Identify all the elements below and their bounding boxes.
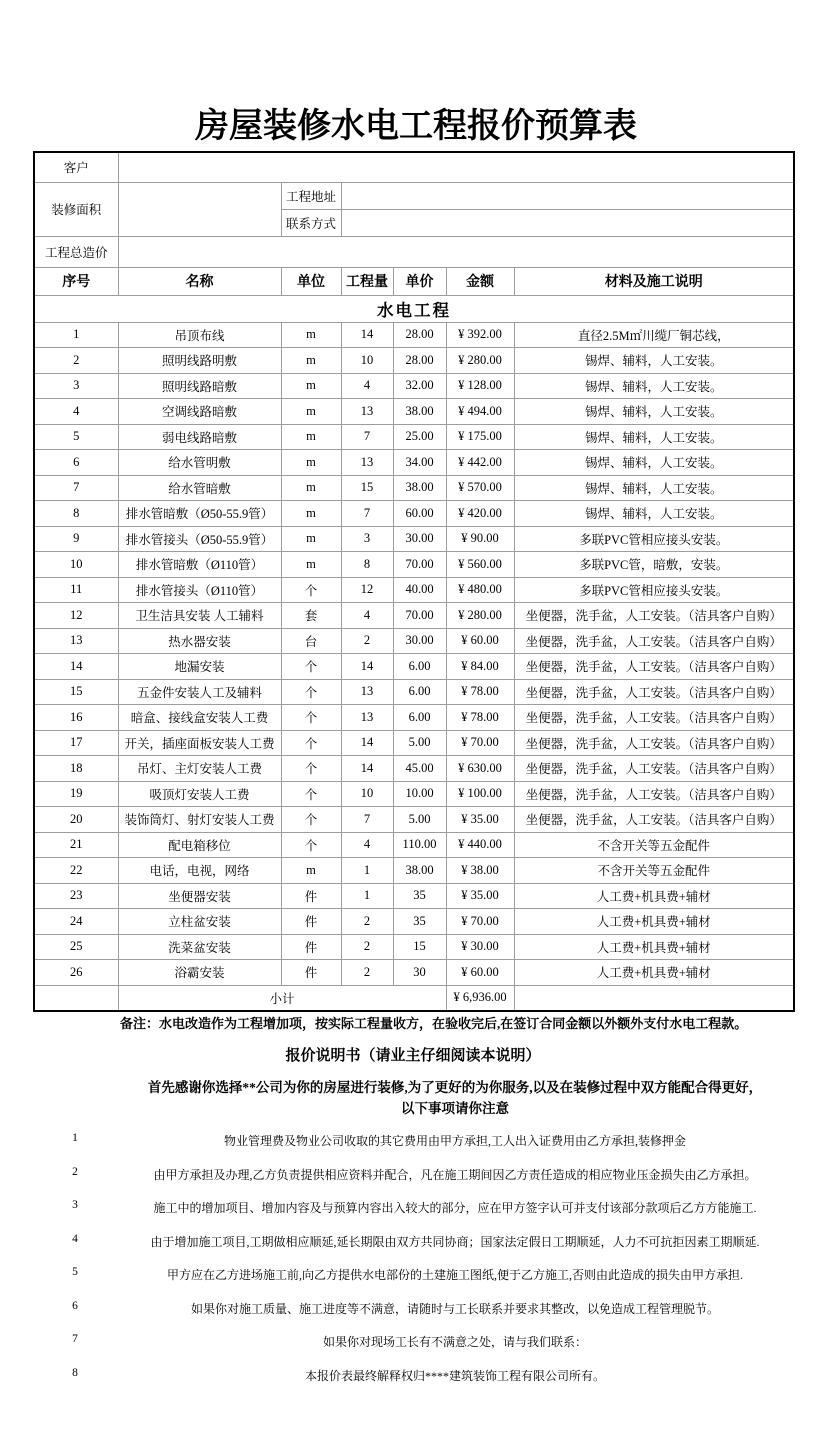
notice-item bbox=[33, 1164, 793, 1198]
cell-no: 10 bbox=[34, 552, 118, 578]
cell-unit: 件 bbox=[281, 934, 341, 960]
table-row bbox=[34, 960, 794, 986]
subtotal-label: 小计 bbox=[118, 985, 446, 1011]
cell-qty: 13 bbox=[341, 679, 393, 705]
cell-price: 6.00 bbox=[393, 654, 446, 680]
cell-qty: 14 bbox=[341, 322, 393, 348]
cell-desc: 多联PVC管相应接头安装。 bbox=[514, 577, 794, 603]
notice-item-text: 如果你对施工质量、施工进度等不满意，请随时与工长联系并要求其整改，以免造成工程管理脱节。 bbox=[190, 1301, 719, 1316]
cell-unit: 个 bbox=[281, 832, 341, 858]
cell-qty: 4 bbox=[341, 603, 393, 629]
cell-name: 给水管暗敷 bbox=[118, 475, 281, 501]
cell-price: 70.00 bbox=[393, 552, 446, 578]
cell-name: 立柱盆安装 bbox=[118, 909, 281, 935]
notice-item-number: 6 bbox=[72, 1299, 78, 1312]
cell-no: 18 bbox=[34, 756, 118, 782]
cell-name: 电话，电视，网络 bbox=[118, 858, 281, 884]
table-row bbox=[34, 373, 794, 399]
notice-item-number: 4 bbox=[72, 1232, 78, 1245]
col-header-unit: 单位 bbox=[281, 267, 341, 295]
cell-no: 15 bbox=[34, 679, 118, 705]
cell-name: 给水管明敷 bbox=[118, 450, 281, 476]
cell-amount: ¥ 70.00 bbox=[446, 909, 514, 935]
cell-unit: 件 bbox=[281, 883, 341, 909]
cell-name: 地漏安装 bbox=[118, 654, 281, 680]
notice-item-number: 7 bbox=[72, 1333, 78, 1345]
cell-qty: 10 bbox=[341, 348, 393, 374]
cell-price: 40.00 bbox=[393, 577, 446, 603]
table-foot-section bbox=[34, 985, 794, 1011]
cell-price: 25.00 bbox=[393, 424, 446, 450]
cell-desc: 锡焊、辅料，人工安装。 bbox=[514, 475, 794, 501]
cell-unit: 个 bbox=[281, 705, 341, 731]
cell-no: 3 bbox=[34, 373, 118, 399]
cell-qty: 7 bbox=[341, 807, 393, 833]
cell-name: 五金件安装人工及辅料 bbox=[118, 679, 281, 705]
cell-desc: 锡焊、辅料，人工安装。 bbox=[514, 348, 794, 374]
table-row bbox=[34, 322, 794, 348]
cell-no: 19 bbox=[34, 781, 118, 807]
cell-price: 60.00 bbox=[393, 501, 446, 527]
cell-amount: ¥ 570.00 bbox=[446, 475, 514, 501]
cell-no: 9 bbox=[34, 526, 118, 552]
cell-amount: ¥ 494.00 bbox=[446, 399, 514, 425]
table-row bbox=[34, 552, 794, 578]
cell-name: 照明线路明敷 bbox=[118, 348, 281, 374]
cell-amount: ¥ 392.00 bbox=[446, 322, 514, 348]
cell-qty: 14 bbox=[341, 654, 393, 680]
cell-amount: ¥ 35.00 bbox=[446, 807, 514, 833]
cell-price: 6.00 bbox=[393, 679, 446, 705]
cell-unit: 个 bbox=[281, 730, 341, 756]
cell-name: 浴霸安装 bbox=[118, 960, 281, 986]
section-header-row bbox=[34, 295, 794, 322]
cell-desc: 坐便器，洗手盆，人工安装。（洁具客户自购） bbox=[514, 628, 794, 654]
address-value-cell bbox=[341, 182, 794, 209]
col-header-qty: 工程量 bbox=[341, 267, 393, 295]
cell-qty: 3 bbox=[341, 526, 393, 552]
cell-price: 5.00 bbox=[393, 730, 446, 756]
cell-no: 26 bbox=[34, 960, 118, 986]
cell-name: 吊顶布线 bbox=[118, 322, 281, 348]
cell-no: 21 bbox=[34, 832, 118, 858]
notice-item-number: 1 bbox=[72, 1132, 78, 1144]
cell-price: 34.00 bbox=[393, 450, 446, 476]
cell-price: 35 bbox=[393, 909, 446, 935]
notice-item-text: 本报价表最终解释权归****建筑装饰工程有限公司所有。 bbox=[304, 1368, 605, 1383]
cell-price: 32.00 bbox=[393, 373, 446, 399]
cell-name: 弱电线路暗敷 bbox=[118, 424, 281, 450]
cell-unit: 台 bbox=[281, 628, 341, 654]
cell-name: 卫生洁具安装 人工辅料 bbox=[118, 603, 281, 629]
cell-amount: ¥ 480.00 bbox=[446, 577, 514, 603]
cell-desc: 坐便器，洗手盆，人工安装。（洁具客户自购） bbox=[514, 705, 794, 731]
table-row bbox=[34, 781, 794, 807]
cell-price: 10.00 bbox=[393, 781, 446, 807]
cell-qty: 2 bbox=[341, 934, 393, 960]
cell-price: 28.00 bbox=[393, 322, 446, 348]
table-row bbox=[34, 475, 794, 501]
table-row bbox=[34, 450, 794, 476]
cell-no: 5 bbox=[34, 424, 118, 450]
cell-desc: 锡焊、辅料，人工安装。 bbox=[514, 501, 794, 527]
cell-amount: ¥ 90.00 bbox=[446, 526, 514, 552]
cell-amount: ¥ 60.00 bbox=[446, 628, 514, 654]
cell-amount: ¥ 560.00 bbox=[446, 552, 514, 578]
notice-item-text: 甲方应在乙方进场施工前,向乙方提供水电部份的土建施工图纸,便于乙方施工,否则由此造成的损失由甲方承担. bbox=[166, 1268, 743, 1282]
page-title: 房屋装修水电工程报价预算表 bbox=[195, 108, 637, 145]
cell-no: 7 bbox=[34, 475, 118, 501]
cell-price: 38.00 bbox=[393, 399, 446, 425]
col-header-price: 单价 bbox=[393, 267, 446, 295]
cell-amount: ¥ 175.00 bbox=[446, 424, 514, 450]
cell-desc: 人工费+机具费+辅材 bbox=[514, 960, 794, 986]
subtotal-empty-desc-cell bbox=[514, 985, 794, 1011]
cell-no: 24 bbox=[34, 909, 118, 935]
cell-desc: 锡焊、辅料，人工安装。 bbox=[514, 450, 794, 476]
cell-no: 8 bbox=[34, 501, 118, 527]
cell-desc: 人工费+机具费+辅材 bbox=[514, 934, 794, 960]
total-cost-row bbox=[34, 236, 794, 267]
cell-no: 12 bbox=[34, 603, 118, 629]
cell-name: 配电箱移位 bbox=[118, 832, 281, 858]
table-row bbox=[34, 424, 794, 450]
cell-unit: 件 bbox=[281, 909, 341, 935]
cell-unit: m bbox=[281, 424, 341, 450]
cell-price: 5.00 bbox=[393, 807, 446, 833]
cell-unit: 个 bbox=[281, 756, 341, 782]
table-row bbox=[34, 832, 794, 858]
notice-item-text: 由甲方承担及办理,乙方负责提供相应资料并配合，凡在施工期间因乙方责任造成的相应物业压金损失由乙方承担。 bbox=[153, 1167, 757, 1182]
cell-unit: 个 bbox=[281, 654, 341, 680]
notice-intro-line-1: 首先感谢你选择**公司为你的房屋进行装修,为了更好的为你服务,以及在装修过程中双方能配合得更好， bbox=[147, 1080, 763, 1095]
cell-price: 28.00 bbox=[393, 348, 446, 374]
cell-unit: 个 bbox=[281, 807, 341, 833]
cell-desc: 坐便器，洗手盆，人工安装。（洁具客户自购） bbox=[514, 756, 794, 782]
table-row bbox=[34, 730, 794, 756]
cell-desc: 不含开关等五金配件 bbox=[514, 832, 794, 858]
cell-unit: m bbox=[281, 322, 341, 348]
cell-amount: ¥ 440.00 bbox=[446, 832, 514, 858]
cell-qty: 1 bbox=[341, 858, 393, 884]
cell-qty: 7 bbox=[341, 424, 393, 450]
cell-qty: 12 bbox=[341, 577, 393, 603]
cell-name: 空调线路暗敷 bbox=[118, 399, 281, 425]
cell-unit: 个 bbox=[281, 679, 341, 705]
quotation-table bbox=[33, 151, 795, 1012]
table-row bbox=[34, 807, 794, 833]
cell-unit: m bbox=[281, 501, 341, 527]
cell-qty: 8 bbox=[341, 552, 393, 578]
cell-no: 1 bbox=[34, 322, 118, 348]
customer-label: 客户 bbox=[34, 152, 118, 182]
remark-note: 备注：水电改造作为工程增加项，按实际工程量收方，在验收完后,在签订合同金额以外额外支付水电工程款。 bbox=[120, 1016, 748, 1031]
table-row bbox=[34, 679, 794, 705]
cell-no: 2 bbox=[34, 348, 118, 374]
cell-amount: ¥ 128.00 bbox=[446, 373, 514, 399]
cell-amount: ¥ 38.00 bbox=[446, 858, 514, 884]
cell-qty: 4 bbox=[341, 373, 393, 399]
notice-item bbox=[33, 1331, 793, 1365]
cell-price: 35 bbox=[393, 883, 446, 909]
notice-item bbox=[33, 1264, 793, 1298]
cell-amount: ¥ 70.00 bbox=[446, 730, 514, 756]
cell-desc: 坐便器，洗手盆，人工安装。（洁具客户自购） bbox=[514, 730, 794, 756]
cell-unit: 套 bbox=[281, 603, 341, 629]
cell-unit: m bbox=[281, 373, 341, 399]
cell-amount: ¥ 100.00 bbox=[446, 781, 514, 807]
table-row bbox=[34, 705, 794, 731]
cell-qty: 2 bbox=[341, 628, 393, 654]
notice-item bbox=[33, 1298, 793, 1332]
cell-unit: m bbox=[281, 475, 341, 501]
cell-qty: 14 bbox=[341, 730, 393, 756]
cell-name: 装饰筒灯、射灯安装人工费 bbox=[118, 807, 281, 833]
cell-amount: ¥ 630.00 bbox=[446, 756, 514, 782]
cell-unit: m bbox=[281, 552, 341, 578]
cell-qty: 10 bbox=[341, 781, 393, 807]
cell-no: 17 bbox=[34, 730, 118, 756]
col-header-desc: 材料及施工说明 bbox=[514, 267, 794, 295]
cell-name: 吊灯、主灯安装人工费 bbox=[118, 756, 281, 782]
cell-name: 坐便器安装 bbox=[118, 883, 281, 909]
table-row bbox=[34, 909, 794, 935]
cell-name: 排水管暗敷（Ø50-55.9管） bbox=[118, 501, 281, 527]
cell-no: 6 bbox=[34, 450, 118, 476]
notice-heading: 报价说明书（请业主仔细阅读本说明） bbox=[285, 1048, 541, 1064]
cell-price: 38.00 bbox=[393, 475, 446, 501]
notice-item bbox=[33, 1197, 793, 1231]
cell-no: 16 bbox=[34, 705, 118, 731]
notice-item-text: 由于增加施工项目,工期做相应顺延,延长期限由双方共同协商；国家法定假日工期顺延，人力不可抗拒因素工期顺延. bbox=[150, 1234, 760, 1249]
cell-no: 25 bbox=[34, 934, 118, 960]
cell-unit: m bbox=[281, 526, 341, 552]
cell-desc: 锡焊、辅料，人工安装。 bbox=[514, 373, 794, 399]
table-row bbox=[34, 883, 794, 909]
cell-desc: 锡焊、辅料，人工安装。 bbox=[514, 424, 794, 450]
cell-desc: 多联PVC管，暗敷，安装。 bbox=[514, 552, 794, 578]
cell-desc: 锡焊、辅料，人工安装。 bbox=[514, 399, 794, 425]
cell-unit: m bbox=[281, 450, 341, 476]
cell-qty: 7 bbox=[341, 501, 393, 527]
cell-price: 45.00 bbox=[393, 756, 446, 782]
cell-price: 30.00 bbox=[393, 628, 446, 654]
notice-item bbox=[33, 1365, 793, 1399]
notice-intro bbox=[117, 1077, 793, 1119]
cell-qty: 15 bbox=[341, 475, 393, 501]
cell-desc: 人工费+机具费+辅材 bbox=[514, 883, 794, 909]
cell-unit: 个 bbox=[281, 577, 341, 603]
cell-amount: ¥ 442.00 bbox=[446, 450, 514, 476]
notice-item-number: 2 bbox=[72, 1165, 78, 1178]
cell-amount: ¥ 280.00 bbox=[446, 348, 514, 374]
section-title: 水电工程 bbox=[34, 295, 794, 322]
cell-desc: 坐便器，洗手盆，人工安装。（洁具客户自购） bbox=[514, 603, 794, 629]
cell-price: 30 bbox=[393, 960, 446, 986]
cell-unit: 个 bbox=[281, 781, 341, 807]
table-row bbox=[34, 501, 794, 527]
col-header-amount: 金额 bbox=[446, 267, 514, 295]
table-row bbox=[34, 628, 794, 654]
cell-name: 排水管暗敷（Ø110管） bbox=[118, 552, 281, 578]
cell-amount: ¥ 420.00 bbox=[446, 501, 514, 527]
notice-item bbox=[33, 1231, 793, 1265]
notice-item bbox=[33, 1130, 793, 1164]
cell-qty: 4 bbox=[341, 832, 393, 858]
subtotal-row bbox=[34, 985, 794, 1011]
area-address-row bbox=[34, 182, 794, 209]
cell-price: 38.00 bbox=[393, 858, 446, 884]
customer-value-cell bbox=[118, 152, 794, 182]
cell-name: 开关，插座面板安装人工费 bbox=[118, 730, 281, 756]
cell-name: 热水器安装 bbox=[118, 628, 281, 654]
cell-price: 15 bbox=[393, 934, 446, 960]
cell-price: 6.00 bbox=[393, 705, 446, 731]
cell-desc: 坐便器，洗手盆，人工安装。（洁具客户自购） bbox=[514, 781, 794, 807]
cell-unit: m bbox=[281, 348, 341, 374]
cell-name: 吸顶灯安装人工费 bbox=[118, 781, 281, 807]
cell-amount: ¥ 30.00 bbox=[446, 934, 514, 960]
cell-qty: 13 bbox=[341, 450, 393, 476]
notice-item-number: 3 bbox=[72, 1199, 78, 1211]
notice-item-text: 如果你对现场工长有不满意之处，请与我们联系： bbox=[322, 1335, 587, 1349]
cell-no: 13 bbox=[34, 628, 118, 654]
cell-no: 4 bbox=[34, 399, 118, 425]
total-cost-value-cell bbox=[118, 236, 794, 267]
cell-price: 70.00 bbox=[393, 603, 446, 629]
cell-price: 30.00 bbox=[393, 526, 446, 552]
cell-price: 110.00 bbox=[393, 832, 446, 858]
contact-value-cell bbox=[341, 209, 794, 236]
cell-qty: 2 bbox=[341, 960, 393, 986]
notice-item-text: 物业管理费及物业公司收取的其它费用由甲方承担,工人出入证费用由乙方承担,装修押金 bbox=[223, 1134, 686, 1148]
notice-item-text: 施工中的增加项目、增加内容及与预算内容出入较大的部分，应在甲方签字认可并支付该部分款项后乙方方能施工. bbox=[153, 1201, 757, 1215]
cell-no: 23 bbox=[34, 883, 118, 909]
table-row bbox=[34, 934, 794, 960]
cell-qty: 13 bbox=[341, 705, 393, 731]
subtotal-amount: ¥ 6,936.00 bbox=[446, 985, 514, 1011]
cell-unit: m bbox=[281, 399, 341, 425]
cell-qty: 14 bbox=[341, 756, 393, 782]
table-head-section bbox=[34, 152, 794, 322]
subtotal-empty-no-cell bbox=[34, 985, 118, 1011]
cell-amount: ¥ 78.00 bbox=[446, 679, 514, 705]
contact-label: 联系方式 bbox=[281, 209, 341, 236]
cell-desc: 人工费+机具费+辅材 bbox=[514, 909, 794, 935]
notice-intro-line-2: 以下事项请你注意 bbox=[401, 1101, 509, 1116]
cell-desc: 直径2.5M㎡川缆厂铜芯线， bbox=[514, 322, 794, 348]
cell-desc: 多联PVC管相应接头安装。 bbox=[514, 526, 794, 552]
cell-amount: ¥ 78.00 bbox=[446, 705, 514, 731]
table-row bbox=[34, 654, 794, 680]
cell-desc: 不含开关等五金配件 bbox=[514, 858, 794, 884]
table-row bbox=[34, 603, 794, 629]
table-row bbox=[34, 526, 794, 552]
cell-amount: ¥ 84.00 bbox=[446, 654, 514, 680]
cell-desc: 坐便器，洗手盆，人工安装。（洁具客户自购） bbox=[514, 807, 794, 833]
cell-desc: 坐便器，洗手盆，人工安装。（洁具客户自购） bbox=[514, 679, 794, 705]
notice-item-number: 8 bbox=[72, 1366, 78, 1379]
cell-name: 照明线路暗敷 bbox=[118, 373, 281, 399]
area-value-cell bbox=[118, 182, 281, 236]
table-rows-body bbox=[34, 322, 794, 985]
cell-no: 14 bbox=[34, 654, 118, 680]
cell-no: 22 bbox=[34, 858, 118, 884]
column-header-row bbox=[34, 267, 794, 295]
cell-name: 暗盒、接线盒安装人工费 bbox=[118, 705, 281, 731]
col-header-no: 序号 bbox=[34, 267, 118, 295]
cell-amount: ¥ 280.00 bbox=[446, 603, 514, 629]
cell-unit: m bbox=[281, 858, 341, 884]
total-cost-label: 工程总造价 bbox=[34, 236, 118, 267]
area-label: 装修面积 bbox=[34, 182, 118, 236]
cell-qty: 13 bbox=[341, 399, 393, 425]
customer-row bbox=[34, 152, 794, 182]
notice-item-number: 5 bbox=[72, 1266, 78, 1278]
cell-no: 11 bbox=[34, 577, 118, 603]
table-row bbox=[34, 399, 794, 425]
table-row bbox=[34, 577, 794, 603]
cell-name: 排水管接头（Ø50-55.9管） bbox=[118, 526, 281, 552]
address-label: 工程地址 bbox=[281, 182, 341, 209]
cell-amount: ¥ 60.00 bbox=[446, 960, 514, 986]
cell-qty: 1 bbox=[341, 883, 393, 909]
cell-name: 排水管接头（Ø110管） bbox=[118, 577, 281, 603]
cell-unit: 件 bbox=[281, 960, 341, 986]
cell-name: 洗菜盆安装 bbox=[118, 934, 281, 960]
table-row bbox=[34, 756, 794, 782]
cell-desc: 坐便器，洗手盆，人工安装。（洁具客户自购） bbox=[514, 654, 794, 680]
cell-amount: ¥ 35.00 bbox=[446, 883, 514, 909]
cell-qty: 2 bbox=[341, 909, 393, 935]
table-row bbox=[34, 858, 794, 884]
col-header-name: 名称 bbox=[118, 267, 281, 295]
table-row bbox=[34, 348, 794, 374]
notice-item-list bbox=[33, 1130, 793, 1398]
cell-no: 20 bbox=[34, 807, 118, 833]
